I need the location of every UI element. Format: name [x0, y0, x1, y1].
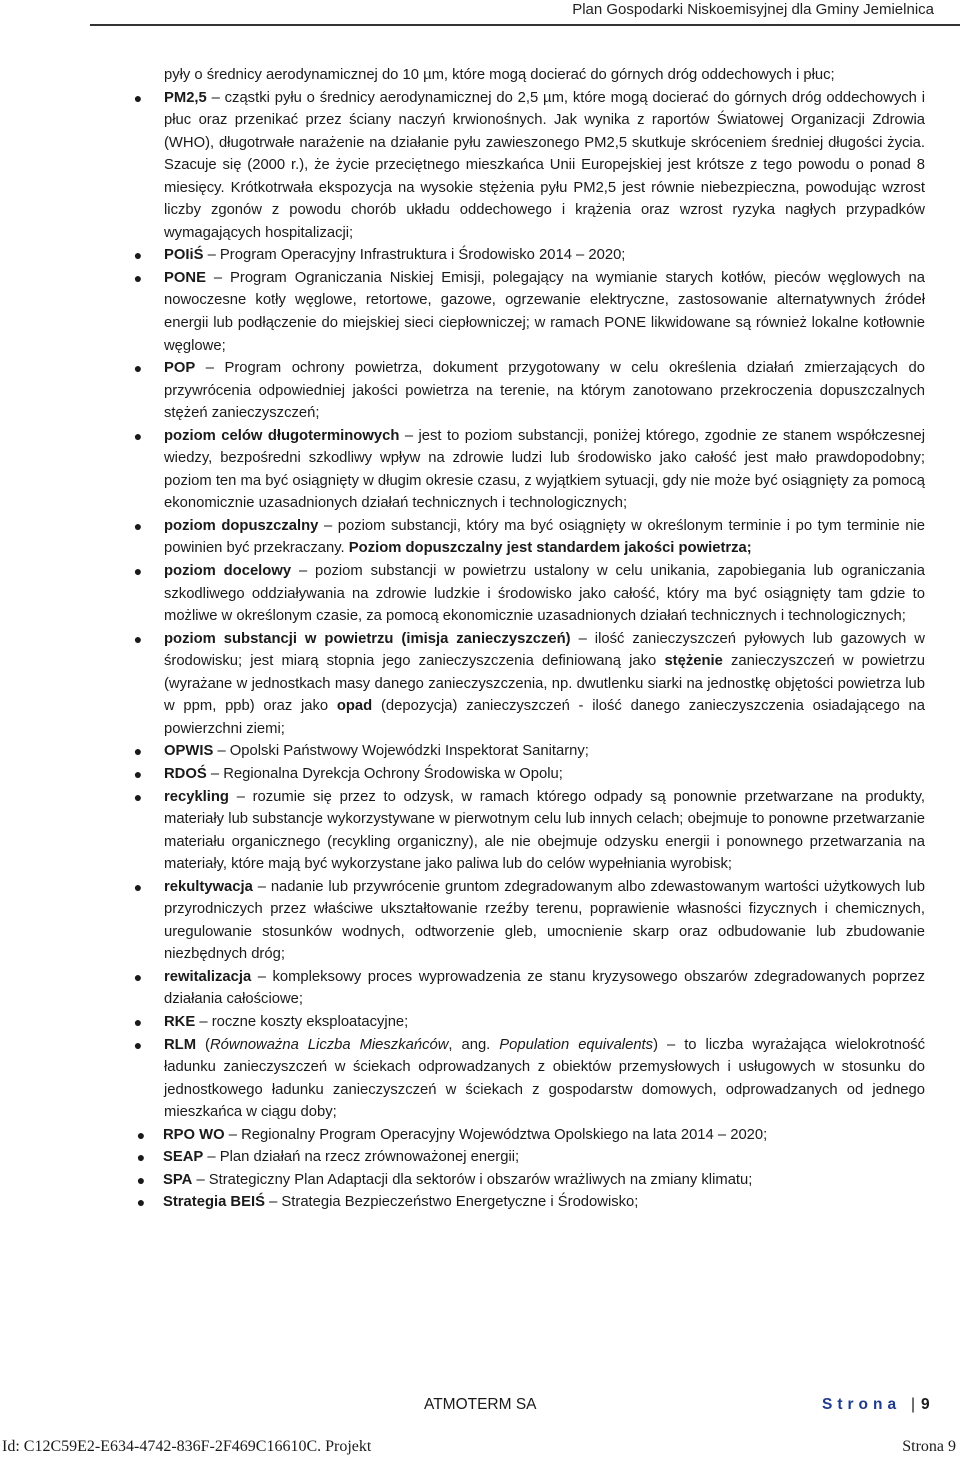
glossary-item: [95, 357, 925, 425]
glossary-item: [95, 515, 925, 560]
glossary-item-text: PM2,5 – cząstki pyłu o średnicy aerodynamicznej do 2,5 µm, które mogą docierać do górnych dróg oddechowych i płuc oraz przenikać przez ściany naczyń krwionośnych. Jak wynika z raportów Światowej Organizacji Zdrowia (WHO), długotrwałe narażenie na działanie pyłu zawieszonego PM2,5 skutkuje skróceniem średniej długości życia. Szacuje się (2000 r.), że życie przeciętnego mieszkańca Unii Europejskiej jest krótsze z tego powodu o ponad 8 miesięcy. Krótkotrwała ekspozycja na wysokie stężenia pyłu PM2,5 jest równie niebezpieczna, powodując wzrost liczby zgonów z powodu chorób układu oddechowego i krążenia oraz wzrost ryzyka nagłych przypadków wymagających hospitalizacji;: [164, 89, 925, 241]
glossary-item-text: rewitalizacja – kompleksowy proces wyprowadzenia ze stanu kryzysowego obszarów zdegradowanych poprzez działania całościowe;: [164, 968, 925, 1008]
glossary-item: [95, 876, 925, 966]
glossary-item-text: poziom celów długoterminowych – jest to poziom substancji, poniżej którego, zgodnie ze stanem współczesnej wiedzy, bezpośredni szkodliwy wpływ na zdrowie ludzi lub środowisko jako całość jest mało prawdopodobny; poziom ten ma być osiągnięty w długim okresie czasu, z wyjątkiem sytuacji, gdy nie może być osiągnięty za pomocą ekonomicznie uzasadnionych działań technicznych i technologicznych;: [164, 427, 925, 512]
glossary-item-text: SPA – Strategiczny Plan Adaptacji dla sektorów i obszarów wrażliwych na zmiany klimatu;: [163, 1171, 753, 1188]
glossary-item: [95, 1124, 925, 1147]
bullet-icon: ●: [133, 360, 143, 377]
bullet-icon: ●: [136, 1149, 146, 1166]
glossary-list: [95, 64, 925, 1214]
glossary-item-text: SEAP – Plan działań na rzecz zrównoważonej energii;: [163, 1149, 520, 1166]
company-name: ATMOTERM SA: [424, 1396, 537, 1413]
bullet-icon: ●: [133, 247, 143, 264]
document-id: Id: C12C59E2-E634-4742-836F-2F469C16610C. Projekt: [2, 1438, 372, 1455]
glossary-item: [95, 1146, 925, 1169]
bullet-icon: ●: [133, 563, 143, 580]
glossary-item: [95, 1169, 925, 1192]
page-footer: [0, 1394, 960, 1416]
glossary-item-text: RKE – roczne koszty eksploatacyjne;: [164, 1013, 409, 1030]
bullet-icon: ●: [133, 1036, 143, 1053]
glossary-item-text: RLM (Równoważna Liczba Mieszkańców, ang. Population equivalents) – to liczba wyrażająca wielokrotność ładunku zanieczyszczeń w ściekach odprowadzanych z obiektów przemysłowych i usługowych w stosunku do jednostkowego ładunku zanieczyszczeń w ściekach z gospodarstw domowych, odprowadzanych od jednego mieszkańca w ciągu doby;: [164, 1036, 925, 1121]
glossary-item: [95, 740, 925, 763]
document-id-line: [0, 1436, 960, 1458]
bullet-icon: ●: [136, 1126, 146, 1143]
glossary-item: [95, 1034, 925, 1124]
glossary-item: [95, 763, 925, 786]
glossary-item: [95, 64, 925, 87]
page-indicator: Strona 9: [902, 1438, 956, 1455]
glossary-item: [95, 628, 925, 741]
page-label: Strona: [822, 1396, 902, 1413]
glossary-item: [95, 244, 925, 267]
glossary-item-text: poziom dopuszczalny – poziom substancji, który ma być osiągnięty w określonym terminie i po tym terminie nie powinien być przekraczany. Poziom dopuszczalny jest standardem jakości powietrza;: [164, 517, 925, 557]
glossary-item-text: POIiŚ – Program Operacyjny Infrastruktura i Środowisko 2014 – 2020;: [164, 247, 626, 264]
glossary-item-text: rekultywacja – nadanie lub przywrócenie gruntom zdegradowanym albo zdewastowanym wartości użytkowych lub przyrodniczych przez właściwe ukształtowanie rzeźby terenu, poprawienie własności fizycznych i chemicznych, uregulowanie stosunków wodnych, odtworzenie gleb, umocnienie skarp oraz odbudowanie lub zbudowanie niezbędnych dróg;: [164, 878, 925, 963]
page-separator: |: [911, 1396, 916, 1413]
bullet-icon: ●: [133, 788, 143, 805]
page-header: [0, 0, 960, 24]
page-number: 9: [921, 1396, 930, 1413]
glossary-item: [95, 425, 925, 515]
glossary-item-text: POP – Program ochrony powietrza, dokument przygotowany w celu określenia działań zmierzających do przywrócenia odpowiedniej jakości powietrza na terenie, na którym zanotowano przekroczenia dopuszczalnych stężeń zanieczyszczeń;: [164, 360, 925, 422]
bullet-icon: ●: [133, 878, 143, 895]
glossary-item-text: RDOŚ – Regionalna Dyrekcja Ochrony Środowiska w Opolu;: [164, 765, 563, 782]
glossary-item-text: RPO WO – Regionalny Program Operacyjny Województwa Opolskiego na lata 2014 – 2020;: [163, 1126, 768, 1143]
bullet-icon: ●: [133, 1013, 143, 1030]
glossary-item: [95, 267, 925, 357]
bullet-icon: ●: [133, 630, 143, 647]
glossary-item-text: OPWIS – Opolski Państwowy Wojewódzki Inspektorat Sanitarny;: [164, 743, 589, 760]
glossary-item: [95, 786, 925, 876]
header-divider: [90, 24, 960, 26]
glossary-item: [95, 87, 925, 245]
glossary-item: [95, 966, 925, 1011]
bullet-icon: ●: [136, 1171, 146, 1188]
glossary-item-text: recykling – rozumie się przez to odzysk, w ramach którego odpady są ponownie przetwarzane na produkty, materiały lub substancje wykorzystywane w pierwotnym celu lub innych celach; obejmuje to ponowne przetwarzanie materiału organicznego (recykling organiczny), ale nie obejmuje odzysku energii i ponownego przetwarzania na materiały, które mają być wykorzystane jako paliwa lub do celów wypełniania wyrobisk;: [164, 788, 925, 873]
bullet-icon: ●: [133, 427, 143, 444]
bullet-icon: ●: [133, 269, 143, 286]
bullet-icon: ●: [133, 89, 143, 106]
glossary-item: [95, 1191, 925, 1214]
bullet-icon: ●: [133, 765, 143, 782]
glossary-item-text: poziom substancji w powietrzu (imisja zanieczyszczeń) – ilość zanieczyszczeń pyłowych lub gazowych w środowisku; jest miarą stopnia jego zanieczyszczenia definiowaną jako stężenie zanieczyszczeń w powietrzu (wyrażane w jednostkach masy danego zanieczyszczenia, np. dwutlenku siarki na jednostkę objętości powietrza lub w ppm, ppb) oraz jako opad (depozycja) zanieczyszczeń - ilość danego zanieczyszczenia osiadającego na powierzchni ziemi;: [164, 630, 925, 737]
glossary-item-text: Strategia BEIŚ – Strategia Bezpieczeństwo Energetyczne i Środowisko;: [163, 1194, 639, 1211]
glossary-item-text: pyły o średnicy aerodynamicznej do 10 µm, które mogą docierać do górnych dróg oddechowych i płuc;: [164, 67, 835, 83]
bullet-icon: ●: [136, 1194, 146, 1211]
glossary-item-text: PONE – Program Ograniczania Niskiej Emisji, polegający na wymianie starych kotłów, pieców węglowych na nowoczesne kotły węglowe, retortowe, gazowe, ogrzewanie elektryczne, zastosowanie alternatywnych źródeł energii lub podłączenie do miejskiej sieci ciepłowniczej; w ramach PONE likwidowane są również lokalne kotłownie węglowe;: [164, 269, 925, 354]
document-title: Plan Gospodarki Niskoemisyjnej dla Gminy Jemielnica: [572, 1, 934, 18]
bullet-icon: ●: [133, 743, 143, 760]
bullet-icon: ●: [133, 517, 143, 534]
glossary-item: [95, 1011, 925, 1034]
glossary-item-text: poziom docelowy – poziom substancji w powietrzu ustalony w celu unikania, zapobiegania lub ograniczania szkodliwego oddziaływania na zdrowie ludzkie i środowisko jako całość, który ma być osiągnięty tam gdzie to możliwe w określonym czasie, za pomocą ekonomicznie uzasadnionych działań technicznych i technologicznych;: [164, 563, 925, 625]
glossary-item: [95, 560, 925, 628]
bullet-icon: ●: [133, 968, 143, 985]
